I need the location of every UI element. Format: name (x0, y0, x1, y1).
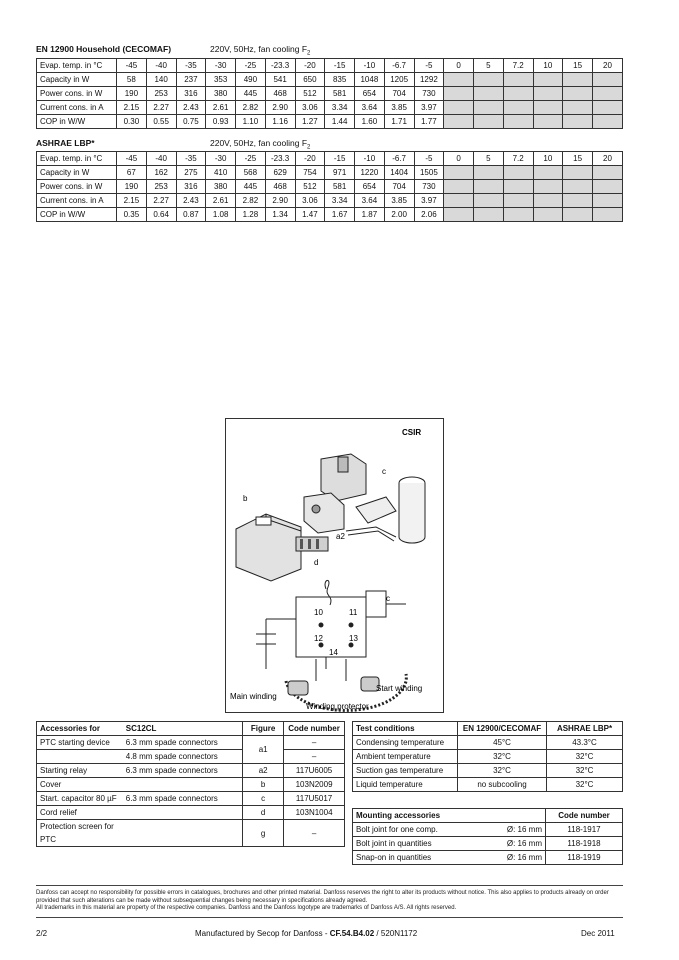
table-row: Protection screen for PTC g – (37, 820, 345, 847)
label-c: c (382, 467, 386, 476)
table-cell (533, 101, 563, 115)
en-performance-table (36, 58, 623, 129)
table-cell (563, 208, 593, 222)
table-cell: 512 (295, 87, 325, 101)
table-cell: 1.71 (384, 115, 414, 129)
table-cell: -5 (414, 59, 444, 73)
table-cell: 581 (325, 180, 355, 194)
table-cell (444, 73, 474, 87)
table-row: Starting relay 6.3 mm spade connectors a2 117U6005 (37, 764, 345, 778)
table-row: Start. capacitor 80 µF 6.3 mm spade connectors c 117U5017 (37, 792, 345, 806)
table-cell: 140 (146, 73, 176, 87)
table-cell (503, 166, 533, 180)
table-cell: -45 (117, 152, 147, 166)
table-cell: -5 (414, 152, 444, 166)
table-row (37, 59, 623, 73)
table-cell: 704 (384, 87, 414, 101)
cover-illustration (236, 514, 301, 581)
acc-header-2: SC12CL (123, 722, 243, 736)
table-cell: -45 (117, 59, 147, 73)
row-label: Capacity in W (37, 166, 117, 180)
table-cell: 316 (176, 87, 206, 101)
table-row: Condensing temperature 45°C 43.3°C (353, 736, 623, 750)
wiring-diagram (225, 418, 444, 713)
table-cell (563, 73, 593, 87)
mounting-accessories-table (352, 808, 623, 865)
acc-header-figure: Figure (243, 722, 284, 736)
table-cell: 568 (236, 166, 266, 180)
table-cell: 1.08 (206, 208, 236, 222)
table-cell: 1.16 (265, 115, 295, 129)
table-cell (533, 180, 563, 194)
table-cell: 0.93 (206, 115, 236, 129)
cond-header-3: ASHRAE LBP* (547, 722, 623, 736)
mount-header-2: Code number (546, 809, 623, 823)
table-row: Bolt joint for one comp. Ø: 16 mm 118-1917 (353, 823, 623, 837)
table-cell: 5 (474, 152, 504, 166)
table-cell: 190 (117, 180, 147, 194)
table-cell (474, 101, 504, 115)
row-label: Power cons. in W (37, 87, 117, 101)
table-row: Cord relief d 103N1004 (37, 806, 345, 820)
terminal-10: 10 (314, 608, 323, 617)
table-cell: 0.55 (146, 115, 176, 129)
table-cell: 654 (355, 87, 385, 101)
publication-date: Dec 2011 (581, 929, 615, 938)
table-cell: 162 (146, 166, 176, 180)
table-cell: 237 (176, 73, 206, 87)
table-cell (563, 194, 593, 208)
table-cell: 190 (117, 87, 147, 101)
table-cell: 3.97 (414, 194, 444, 208)
table-row: PTC starting device 6.3 mm spade connectors a1 – (37, 736, 345, 750)
cord-relief-illustration (296, 537, 328, 551)
table-cell: 7.2 (503, 59, 533, 73)
table-cell: -25 (236, 59, 266, 73)
table-cell: -10 (355, 152, 385, 166)
table-cell: 253 (146, 180, 176, 194)
table-cell: 1.10 (236, 115, 266, 129)
label-a2: a2 (336, 532, 345, 541)
table-cell: 490 (236, 73, 266, 87)
label-c-schematic: c (386, 594, 390, 603)
table-row (37, 194, 623, 208)
table-cell: 15 (563, 152, 593, 166)
table-cell: 2.61 (206, 101, 236, 115)
table-cell: 1.77 (414, 115, 444, 129)
table-cell: -20 (295, 59, 325, 73)
table-cell: -30 (206, 59, 236, 73)
table-cell: 1048 (355, 73, 385, 87)
label-main-winding: Main winding (230, 692, 277, 701)
table-cell (533, 208, 563, 222)
table-cell (503, 194, 533, 208)
table-row (37, 166, 623, 180)
table-cell: 1.87 (355, 208, 385, 222)
table-cell: 3.64 (355, 101, 385, 115)
table-cell (474, 73, 504, 87)
table-cell (563, 166, 593, 180)
table-cell: 2.43 (176, 101, 206, 115)
table-cell: 445 (236, 87, 266, 101)
table-cell: 730 (414, 87, 444, 101)
table-row: Suction gas temperature 32°C 32°C (353, 764, 623, 778)
table-cell: 650 (295, 73, 325, 87)
table-cell (593, 208, 623, 222)
table-cell: 1.34 (265, 208, 295, 222)
table-row: Bolt joint in quantities Ø: 16 mm 118-1918 (353, 837, 623, 851)
table-cell: 704 (384, 180, 414, 194)
table-cell: 541 (265, 73, 295, 87)
row-label: Power cons. in W (37, 180, 117, 194)
table-cell: -6.7 (384, 59, 414, 73)
manufactured-line: Manufactured by Secop for Danfoss - CF.54.B4.02 / 520N1172 (195, 929, 418, 938)
terminal-11: 11 (349, 608, 358, 617)
table-cell (593, 194, 623, 208)
row-label: Capacity in W (37, 73, 117, 87)
row-label: Current cons. in A (37, 194, 117, 208)
table-cell (593, 115, 623, 129)
table-cell (593, 166, 623, 180)
cond-header-2: EN 12900/CECOMAF (458, 722, 547, 736)
footer-rule-top (36, 885, 623, 886)
table-cell: 2.82 (236, 194, 266, 208)
table-cell: 1505 (414, 166, 444, 180)
table-cell: 1.60 (355, 115, 385, 129)
table-cell: 3.34 (325, 101, 355, 115)
table-cell: 0.75 (176, 115, 206, 129)
table-cell: 1292 (414, 73, 444, 87)
table-cell: 2.90 (265, 101, 295, 115)
table-row: 4.8 mm spade connectors – (37, 750, 345, 764)
table-cell: 2.15 (117, 194, 147, 208)
table-cell: 629 (265, 166, 295, 180)
table-cell: 380 (206, 180, 236, 194)
table-cell (444, 208, 474, 222)
table-cell: 15 (563, 59, 593, 73)
table-cell (533, 87, 563, 101)
table-row (37, 180, 623, 194)
label-d: d (314, 558, 319, 567)
table-cell: -40 (146, 152, 176, 166)
table-cell: 971 (325, 166, 355, 180)
table-cell: 2.27 (146, 101, 176, 115)
table-cell (474, 115, 504, 129)
row-label: Current cons. in A (37, 101, 117, 115)
table-cell: 2.90 (265, 194, 295, 208)
table-cell: 1.44 (325, 115, 355, 129)
table-cell: -6.7 (384, 152, 414, 166)
table-cell (474, 208, 504, 222)
table-cell (563, 115, 593, 129)
table-cell: 1404 (384, 166, 414, 180)
table-cell: 275 (176, 166, 206, 180)
diagram-drawing (226, 419, 443, 712)
table-cell: -25 (236, 152, 266, 166)
table-cell (503, 73, 533, 87)
terminal-12: 12 (314, 634, 323, 643)
table-cell (474, 166, 504, 180)
start-capacitor-illustration (399, 477, 425, 543)
en-table-conditions: 220V, 50Hz, fan cooling $F_2$ (210, 44, 311, 57)
table-cell: 0.87 (176, 208, 206, 222)
table-cell: 2.00 (384, 208, 414, 222)
table-cell (563, 101, 593, 115)
test-conditions-table (352, 721, 623, 792)
footer-rule-bottom (36, 917, 623, 918)
table-cell: -15 (325, 152, 355, 166)
table-cell (444, 194, 474, 208)
table-cell: -15 (325, 59, 355, 73)
table-cell (533, 73, 563, 87)
terminal-13: 13 (349, 634, 358, 643)
accessories-table (36, 721, 345, 847)
table-row: Ambient temperature 32°C 32°C (353, 750, 623, 764)
table-cell: 20 (593, 152, 623, 166)
page-number: 2/2 (36, 929, 48, 938)
table-cell: 754 (295, 166, 325, 180)
table-cell: 1.67 (325, 208, 355, 222)
table-cell: 0 (444, 59, 474, 73)
table-cell: 10 (533, 152, 563, 166)
table-cell: 353 (206, 73, 236, 87)
table-row (37, 152, 623, 166)
table-row: Snap-on in quantities Ø: 16 mm 118-1919 (353, 851, 623, 865)
disclaimer-text-2: All trademarks in this material are property of the respective companies. Danfoss and the Danfoss logotype are trademarks of Danfoss A/S. All rights reserved. (36, 905, 457, 912)
table-cell: 253 (146, 87, 176, 101)
table-cell (593, 101, 623, 115)
table-cell: 0.64 (146, 208, 176, 222)
ashrae-table-title: ASHRAE LBP* (36, 138, 95, 148)
table-cell: 0.35 (117, 208, 147, 222)
table-cell: -10 (355, 59, 385, 73)
label-winding-protector: Winding protector (306, 702, 369, 711)
table-cell (503, 180, 533, 194)
table-cell (503, 208, 533, 222)
row-label: COP in W/W (37, 208, 117, 222)
table-cell: 3.06 (295, 101, 325, 115)
table-cell: 410 (206, 166, 236, 180)
table-cell (533, 115, 563, 129)
table-cell: 1.28 (236, 208, 266, 222)
table-row (37, 73, 623, 87)
table-cell: 1220 (355, 166, 385, 180)
table-cell: 468 (265, 180, 295, 194)
table-cell (533, 194, 563, 208)
table-cell (503, 115, 533, 129)
table-cell: 10 (533, 59, 563, 73)
table-row (37, 101, 623, 115)
table-cell: -23.3 (265, 152, 295, 166)
table-cell (474, 194, 504, 208)
table-cell: 5 (474, 59, 504, 73)
table-cell: 58 (117, 73, 147, 87)
table-cell: 1205 (384, 73, 414, 87)
table-cell: 2.61 (206, 194, 236, 208)
table-cell: 2.82 (236, 101, 266, 115)
table-cell: 3.06 (295, 194, 325, 208)
table-cell: 0 (444, 152, 474, 166)
table-cell: 1.47 (295, 208, 325, 222)
en-table-title: EN 12900 Household (CECOMAF) (36, 44, 172, 54)
table-cell (474, 87, 504, 101)
table-cell: 67 (117, 166, 147, 180)
table-cell (444, 180, 474, 194)
table-cell: 512 (295, 180, 325, 194)
table-cell: 445 (236, 180, 266, 194)
row-label: Evap. temp. in °C (37, 152, 117, 166)
table-cell (444, 166, 474, 180)
table-cell: 2.15 (117, 101, 147, 115)
diagram-title: CSIR (402, 428, 422, 437)
table-cell: -35 (176, 152, 206, 166)
table-cell: 3.85 (384, 194, 414, 208)
table-cell: 3.34 (325, 194, 355, 208)
table-row (37, 115, 623, 129)
table-cell: 1.27 (295, 115, 325, 129)
table-cell: 654 (355, 180, 385, 194)
row-label: COP in W/W (37, 115, 117, 129)
ashrae-table-conditions: 220V, 50Hz, fan cooling $F_2$ (210, 138, 311, 151)
table-cell: 3.97 (414, 101, 444, 115)
table-cell: 730 (414, 180, 444, 194)
table-cell: 2.43 (176, 194, 206, 208)
table-cell (444, 115, 474, 129)
table-cell: 316 (176, 180, 206, 194)
table-cell: -23.3 (265, 59, 295, 73)
disclaimer-text-1: Danfoss can accept no responsibility for possible errors in catalogues, brochures and other printed material. Danfoss reserves the right to alter its products without notice. This also applies to products already on order provided that such alterations can be made without subsequential changes being necessary in specifications already agreed. (36, 890, 609, 904)
table-cell: 20 (593, 59, 623, 73)
table-cell (593, 73, 623, 87)
ashrae-performance-table (36, 151, 623, 222)
table-cell: 2.27 (146, 194, 176, 208)
table-cell: -30 (206, 152, 236, 166)
label-b: b (243, 494, 248, 503)
cond-header-1: Test conditions (353, 722, 458, 736)
table-cell: 3.85 (384, 101, 414, 115)
table-cell: -20 (295, 152, 325, 166)
table-cell: 468 (265, 87, 295, 101)
table-cell: -35 (176, 59, 206, 73)
table-cell: 380 (206, 87, 236, 101)
table-cell (533, 166, 563, 180)
acc-header-code: Code number (284, 722, 345, 736)
table-cell: 581 (325, 87, 355, 101)
table-cell: 3.64 (355, 194, 385, 208)
table-cell (503, 101, 533, 115)
table-row (37, 208, 623, 222)
table-row (37, 87, 623, 101)
disclaimer (36, 890, 626, 913)
table-row: Liquid temperature no subcooling 32°C (353, 778, 623, 792)
table-cell (444, 87, 474, 101)
table-cell (593, 87, 623, 101)
table-cell (474, 180, 504, 194)
table-cell (444, 101, 474, 115)
terminal-14: 14 (329, 648, 338, 657)
table-row: Cover b 103N2009 (37, 778, 345, 792)
table-cell: 2.06 (414, 208, 444, 222)
table-cell (503, 87, 533, 101)
table-cell: 0.30 (117, 115, 147, 129)
table-cell: -40 (146, 59, 176, 73)
table-cell: 835 (325, 73, 355, 87)
mount-header-1: Mounting accessories (353, 809, 470, 823)
winding-protector-illustration (288, 677, 379, 695)
label-start-winding: Start winding (376, 684, 423, 693)
table-cell: 7.2 (503, 152, 533, 166)
row-label: Evap. temp. in °C (37, 59, 117, 73)
table-cell (563, 87, 593, 101)
acc-header-1: Accessories for (37, 722, 123, 736)
table-cell (593, 180, 623, 194)
table-cell (563, 180, 593, 194)
